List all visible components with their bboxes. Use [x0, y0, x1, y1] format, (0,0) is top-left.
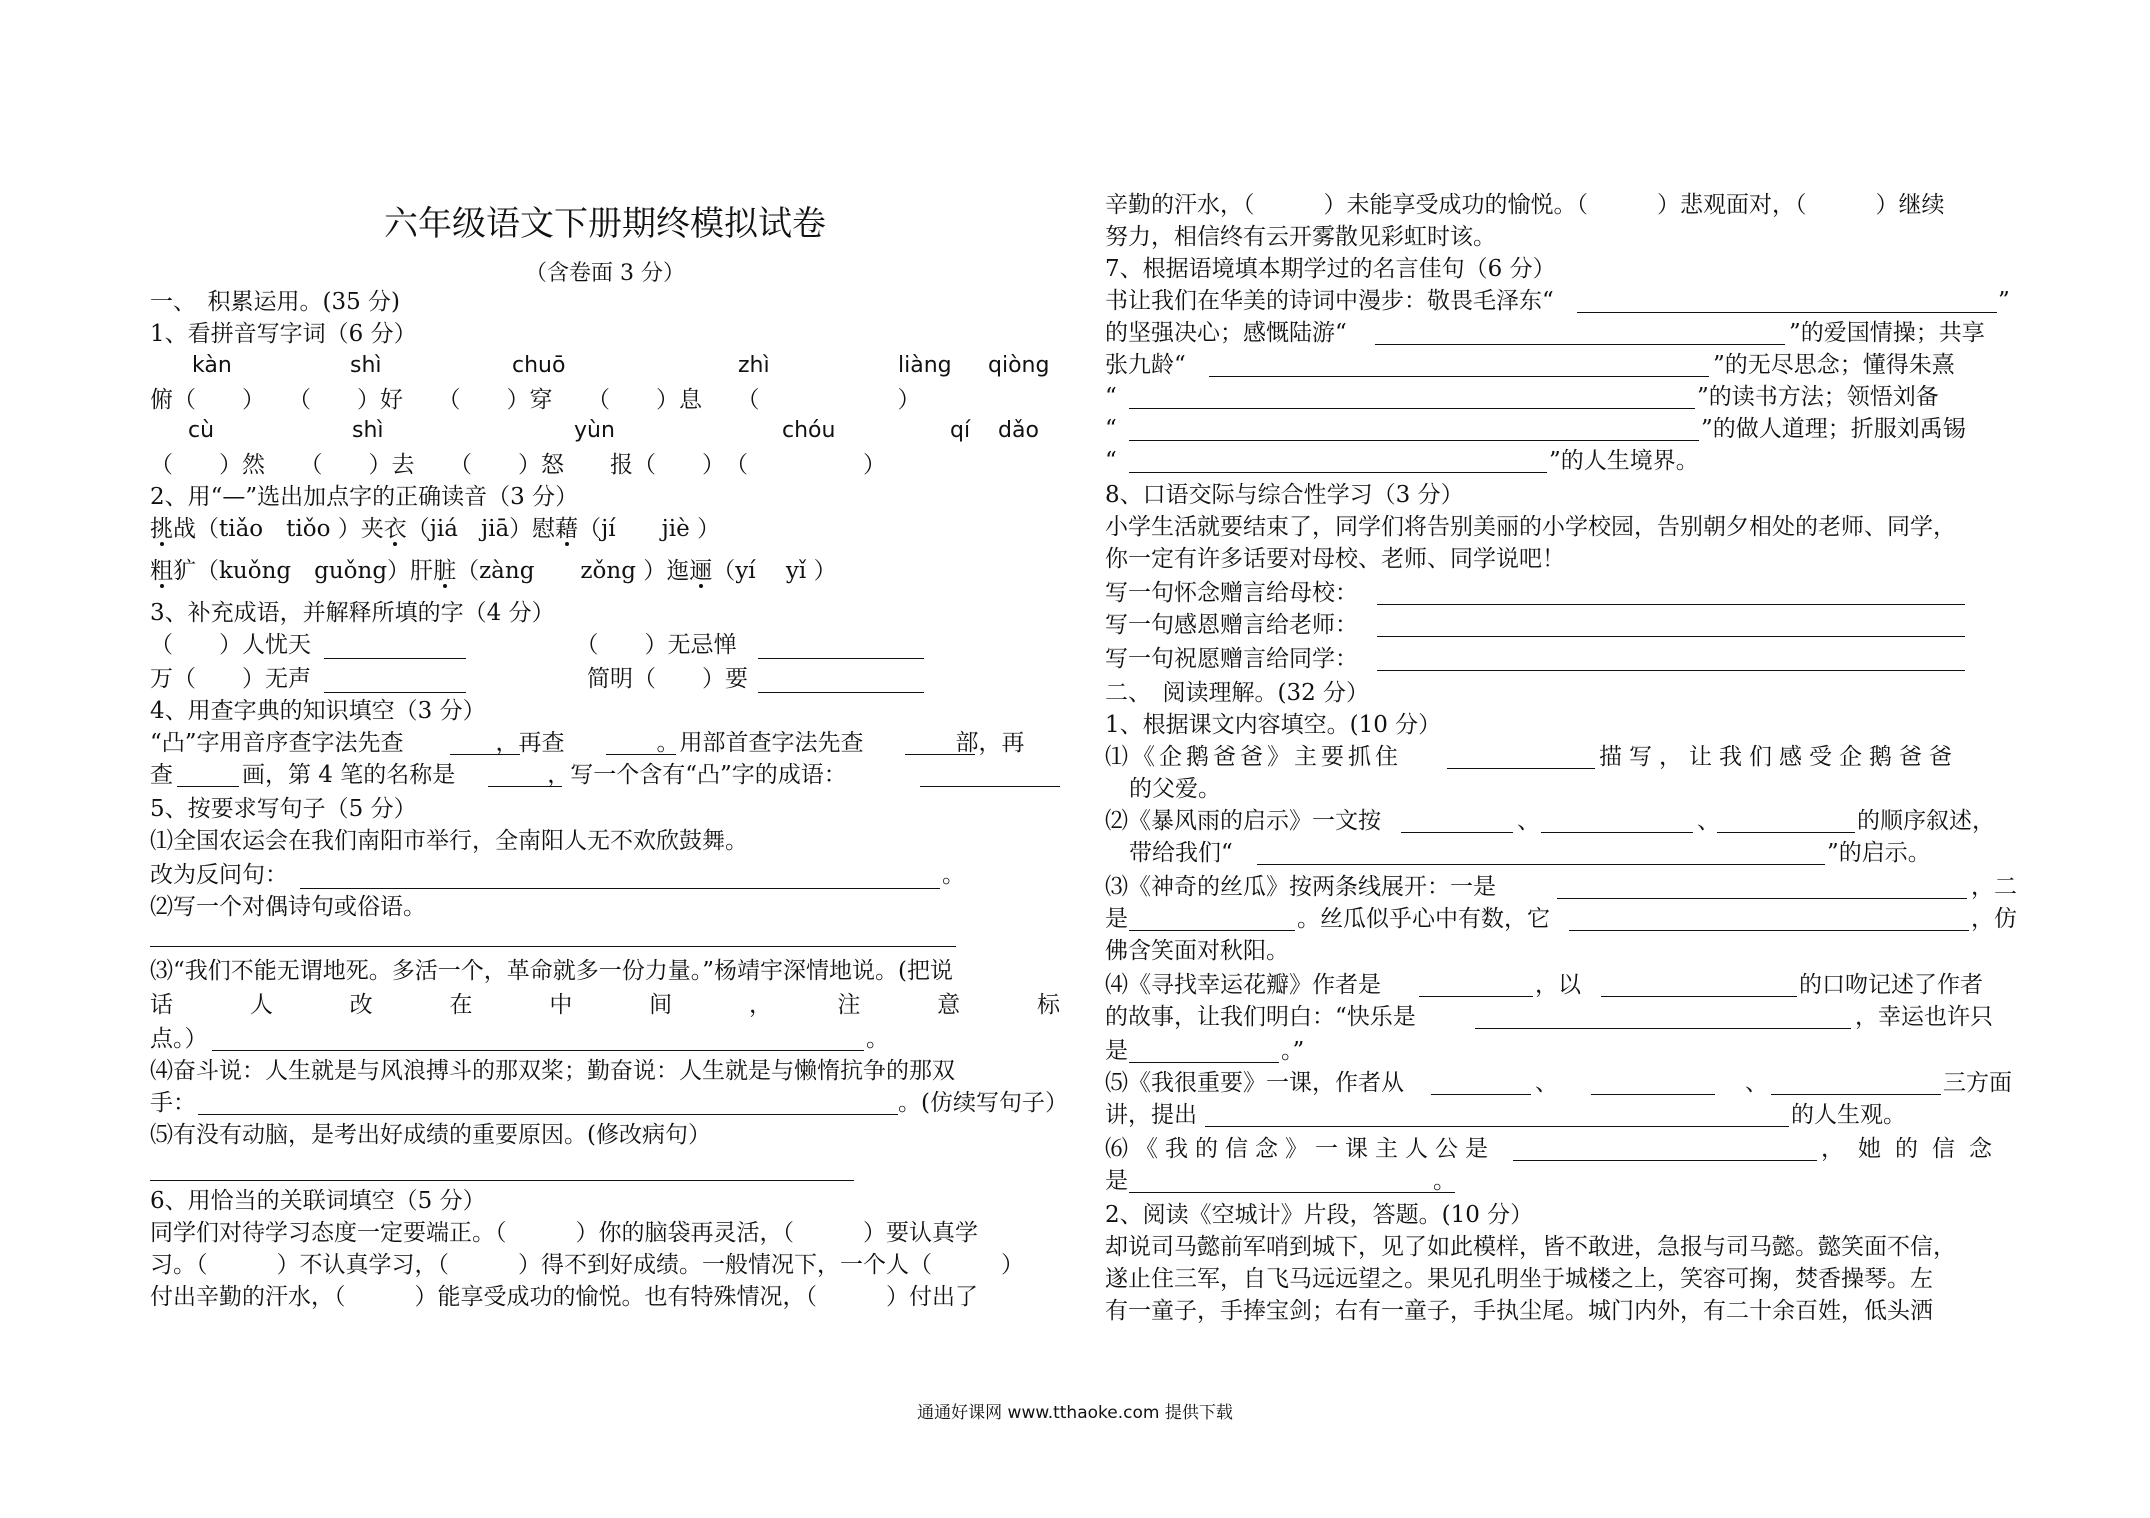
q7-line-4-end: ”的读书方法；领悟刘备 [1697, 384, 1939, 410]
q5-item-4-end: 。(仿续写句子） [898, 1090, 1068, 1116]
q3-row-1: （ ）人忧天 （ ）无忌惮 [150, 632, 737, 658]
r1-item-2-line-2: 带给我们“ [1129, 840, 1233, 866]
answer-line[interactable] [1591, 1094, 1715, 1095]
q5-item-2: ⑵写一个对偶诗句或俗语。 [150, 894, 426, 920]
answer-line[interactable] [1431, 1094, 1531, 1095]
r1-item-6-end: 。 [1433, 1168, 1456, 1194]
q7-line-4: “ [1105, 384, 1117, 410]
r1-item-2: ⑵《暴风雨的启示》一文按 [1105, 808, 1381, 834]
pinyin: liàng [898, 353, 952, 378]
pinyin: kàn [192, 353, 232, 378]
pinyin: chuō [512, 353, 566, 378]
q5-item-1-prompt: 改为反问句： [150, 862, 288, 888]
r1-item-4-mid-3: ，幸运也许只 [1855, 1004, 1993, 1030]
answer-line[interactable] [1377, 670, 1965, 671]
answer-line[interactable] [1375, 344, 1785, 345]
q5-item-3-line-3: 点。） [150, 1026, 208, 1052]
answer-line[interactable] [177, 786, 239, 787]
answer-line[interactable] [212, 1050, 864, 1051]
section-2-heading: 二、 阅读理解。(32 分） [1105, 680, 1370, 706]
r1-item-1-end: 的父爱。 [1129, 776, 1221, 802]
answer-line[interactable] [450, 754, 520, 755]
q8-line-2: 你一定有许多话要对母校、老师、同学说吧！ [1105, 546, 1565, 572]
q7-line-1: 书让我们在华美的诗词中漫步：敬畏毛泽东“ [1105, 288, 1554, 314]
pinyin: dǎo [998, 418, 1039, 443]
q2-row-1 [150, 514, 720, 544]
r1-item-4-end: 。” [1281, 1038, 1305, 1064]
r1-item-6-mid: ，她的信念 [1821, 1136, 2006, 1162]
q2-heading: 2、用“—”选出加点字的正确读音（3 分） [150, 484, 579, 510]
pinyin: yùn [574, 418, 615, 443]
r1-item-5-line-2: 讲，提出 [1105, 1102, 1197, 1128]
answer-line[interactable] [1205, 1126, 1789, 1127]
answer-line[interactable] [1569, 930, 1969, 931]
answer-line[interactable] [1129, 472, 1547, 473]
answer-line[interactable] [905, 754, 975, 755]
q4-line-1: “凸”字用音序查字法先查 ，再查 。用部首查字法先查 部，再 [150, 730, 1025, 756]
r1-item-5-end: 的人生观。 [1791, 1102, 1906, 1128]
answer-line[interactable] [1419, 996, 1533, 997]
q2-row-2 [150, 556, 837, 586]
r1-item-5-mid: 三方面 [1943, 1070, 2012, 1096]
answer-line[interactable] [300, 888, 940, 889]
q7-line-5-end: ”的做人道理；折服刘禹锡 [1701, 416, 1966, 442]
dotted-char: 衣 [383, 516, 407, 542]
r1-item-4-line-2: 的故事，让我们明白：“快乐是 [1105, 1004, 1416, 1030]
q1-heading: 1、看拼音写字词（6 分） [150, 321, 417, 347]
answer-line[interactable] [1447, 768, 1595, 769]
q7-line-2-end: ”的爱国情操；共享 [1789, 320, 1985, 346]
q2-text: （yí yǐ ） [712, 558, 837, 584]
q8-heading: 8、口语交际与综合性学习（3 分） [1105, 482, 1464, 508]
answer-line[interactable] [1377, 636, 1965, 637]
q6-heading: 6、用恰当的关联词填空（5 分） [150, 1188, 486, 1214]
r1-item-1: ⑴《企鹅爸爸》主要抓住 [1105, 744, 1402, 770]
dotted-char: 脏 [433, 558, 457, 584]
q8-prompt-classmate: 写一句祝愿赠言给同学： [1105, 646, 1358, 672]
answer-line[interactable] [150, 946, 956, 947]
answer-line[interactable] [1129, 1192, 1455, 1193]
separator: 、 [1745, 1070, 1768, 1096]
r1-item-4-line-3: 是 [1105, 1038, 1128, 1064]
q3-row-2: 万（ ）无声 简明（ ）要 [150, 666, 748, 692]
q6-line-1: 同学们对待学习态度一定要端正。（ ）你的脑袋再灵活，（ ）要认真学 [150, 1220, 978, 1246]
q5-item-3: ⑶“我们不能无谓地死。多活一个，革命就多一份力量。”杨靖宇深情地说。(把说 [150, 958, 953, 984]
dotted-char: 逦 [689, 558, 713, 584]
r1-heading: 1、根据课文内容填空。(10 分） [1105, 712, 1442, 738]
r1-item-3: ⑶《神奇的丝瓜》按两条线展开：一是 [1105, 874, 1496, 900]
r1-item-3-line-3: 佛含笑面对秋阳。 [1105, 938, 1289, 964]
answer-line[interactable] [1377, 604, 1965, 605]
q5-item-1: ⑴全国农运会在我们南阳市举行，全南阳人无不欢欣鼓舞。 [150, 828, 748, 854]
q5-item-3-line-2: 话 人 改 在 中 间 ， 注 意 标 [150, 992, 1060, 1018]
q4-heading: 4、用查字典的知识填空（3 分） [150, 698, 486, 724]
pinyin: shì [350, 353, 382, 378]
r1-item-6-line-2: 是 [1105, 1168, 1128, 1194]
q6-line-5: 努力，相信终有云开雾散见彩虹时该。 [1105, 224, 1496, 250]
answer-line[interactable] [1209, 376, 1709, 377]
q2-text: 战（tiǎo tiǒo ）夹 [173, 516, 384, 542]
q5-item-3-end: 。 [866, 1026, 889, 1052]
separator: 、 [1517, 808, 1540, 834]
q5-item-4-prompt: 手： [150, 1090, 196, 1116]
r1-item-4-mid-2: 的口吻记述了作者 [1799, 972, 1983, 998]
separator: 、 [1697, 808, 1720, 834]
answer-line[interactable] [150, 1180, 854, 1181]
r1-item-3-line-2: 是 [1105, 906, 1128, 932]
q2-text: （zàng zǒng ）迤 [456, 558, 690, 584]
q2-text: （jí jiè ） [578, 516, 721, 542]
r1-item-3-mid: 。丝瓜似乎心中有数，它 [1297, 906, 1550, 932]
q5-heading: 5、按要求写句子（5 分） [150, 796, 417, 822]
answer-line[interactable] [920, 786, 1060, 787]
answer-line[interactable] [1601, 996, 1797, 997]
q7-line-5: “ [1105, 416, 1117, 442]
q8-line-1: 小学生活就要结束了，同学们将告别美丽的小学校园，告别朝夕相处的老师、同学， [1105, 514, 1956, 540]
dotted-char: 挑 [150, 516, 173, 542]
answer-line[interactable] [1129, 930, 1295, 931]
dotted-char: 粗 [150, 558, 173, 584]
section-1-heading: 一、 积累运用。(35 分) [150, 289, 401, 315]
dotted-char: 藉 [555, 516, 579, 542]
q1-row-1: 俯（ ） （ ）好 （ ）穿 （ ）息 （ ） [150, 387, 921, 413]
r1-item-2-mid: 的顺序叙述， [1857, 808, 1995, 834]
q8-prompt-teacher: 写一句感恩赠言给老师： [1105, 612, 1358, 638]
pinyin: chóu [782, 418, 836, 443]
q5-item-4: ⑷奋斗说：人生就是与风浪搏斗的那双桨；勤奋说：人生就是与懒惰抗争的那双 [150, 1058, 955, 1084]
r1-item-4: ⑷《寻找幸运花瓣》作者是 [1105, 972, 1381, 998]
answer-line[interactable] [758, 692, 924, 693]
q6-line-2: 习。（ ）不认真学习，（ ）得不到好成绩。一般情况下，一个人（ ） [150, 1252, 1024, 1278]
answer-line[interactable] [324, 692, 466, 693]
answer-line[interactable] [1129, 440, 1699, 441]
r1-item-2-end: ”的启示。 [1827, 840, 1931, 866]
r1-item-5: ⑸《我很重要》一课，作者从 [1105, 1070, 1404, 1096]
answer-line[interactable] [758, 658, 924, 659]
r2-heading: 2、阅读《空城计》片段，答题。(10 分） [1105, 1202, 1534, 1228]
q5-item-1-end: 。 [942, 862, 965, 888]
q7-line-3-end: ”的无尽思念；懂得朱熹 [1713, 352, 1955, 378]
q7-line-2: 的坚强决心；感慨陆游“ [1105, 320, 1347, 346]
r2-passage-line-3: 有一童子，手捧宝剑；右有一童子，手执尘尾。城门内外，有二十余百姓，低头洒 [1105, 1298, 1933, 1324]
pinyin: shì [352, 418, 384, 443]
r1-item-1-mid: 描写，让我们感受企鹅爸爸 [1599, 744, 1959, 770]
answer-line[interactable] [324, 658, 466, 659]
q6-line-4: 辛勤的汗水，（ ）未能享受成功的愉悦。（ ）悲观面对，（ ）继续 [1105, 192, 1945, 218]
pinyin: cù [188, 418, 215, 443]
answer-line[interactable] [1541, 832, 1693, 833]
r1-item-6: ⑹《我的信念》一课主人公是 [1105, 1136, 1495, 1162]
answer-line[interactable] [1577, 312, 1997, 313]
answer-line[interactable] [1257, 864, 1825, 865]
r1-item-3-end-1: ，二 [1971, 874, 2017, 900]
answer-line[interactable] [1513, 1160, 1817, 1161]
q7-heading: 7、根据语境填本期学过的名言佳句（6 分） [1105, 256, 1556, 282]
q4-line-2: 查 画，第 4 笔的名称是 ，写一个含有“凸”字的成语： [150, 762, 847, 788]
pinyin: qí [950, 418, 971, 443]
q7-line-6: “ [1105, 448, 1117, 474]
answer-line[interactable] [1717, 832, 1855, 833]
page-footer: 通通好课网 www.tthaoke.com 提供下载 [917, 1403, 1233, 1423]
exam-title: 六年级语文下册期终模拟试卷 [384, 204, 826, 244]
answer-line[interactable] [606, 754, 676, 755]
r2-passage-line-2: 遂止住三军，自飞马远远望之。果见孔明坐于城楼之上，笑容可掬，焚香操琴。左 [1105, 1266, 1933, 1292]
q8-prompt-school: 写一句怀念赠言给母校： [1105, 580, 1358, 606]
r1-item-4-mid-1: ，以 [1535, 972, 1581, 998]
answer-line[interactable] [1557, 898, 1967, 899]
q5-item-5: ⑸有没有动脑，是考出好成绩的重要原因。(修改病句） [150, 1122, 711, 1148]
q2-text: （jiá jiā）慰 [406, 516, 556, 542]
q7-line-3: 张九龄“ [1105, 352, 1186, 378]
answer-line[interactable] [198, 1114, 898, 1115]
exam-subtitle: （含卷面 3 分） [525, 261, 685, 286]
q7-line-6-end: ”的人生境界。 [1549, 448, 1699, 474]
q3-heading: 3、补充成语，并解释所填的字（4 分） [150, 600, 555, 626]
q1-row-2: （ ）然 （ ）去 （ ）怒 报（ ） （ ） [150, 452, 886, 478]
answer-line[interactable] [1129, 408, 1695, 409]
r2-passage-line-1: 却说司马懿前军哨到城下，见了如此模样，皆不敢进，急报与司马懿。懿笑面不信， [1105, 1234, 1956, 1260]
q7-line-1-end: ” [1998, 288, 2010, 314]
q6-line-3: 付出辛勤的汗水，（ ）能享受成功的愉悦。也有特殊情况，（ ）付出了 [150, 1284, 978, 1310]
separator: 、 [1535, 1070, 1558, 1096]
r1-item-3-end-2: ，仿 [1971, 906, 2017, 932]
answer-line[interactable] [1401, 832, 1513, 833]
answer-line[interactable] [1475, 1028, 1851, 1029]
pinyin: zhì [738, 353, 770, 378]
answer-line[interactable] [488, 786, 562, 787]
q2-text: 犷（kuǒng guǒng）肝 [173, 558, 434, 584]
pinyin: qiòng [988, 353, 1050, 378]
answer-line[interactable] [1771, 1094, 1941, 1095]
answer-line[interactable] [1129, 1062, 1279, 1063]
